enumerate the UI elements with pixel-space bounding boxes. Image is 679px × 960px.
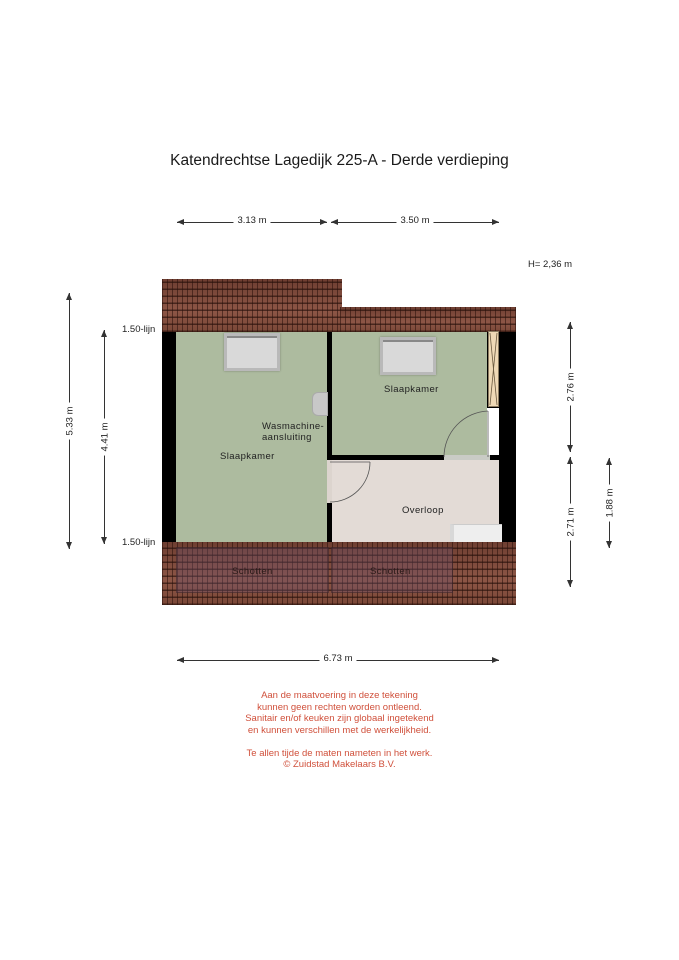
ceiling-height-note: H= 2,36 m bbox=[528, 259, 573, 270]
dimension-label: 6.73 m bbox=[319, 653, 356, 664]
dimension-right-inner bbox=[604, 458, 615, 548]
disclaimer-line: kunnen geen rechten worden ontleend. bbox=[257, 701, 422, 713]
label-storage-left: Schotten bbox=[232, 566, 273, 577]
roof-top-right bbox=[340, 307, 516, 332]
marker-150-line-top: 1.50-lijn bbox=[122, 324, 156, 335]
wall-middle bbox=[327, 332, 332, 542]
floorplan-title: Katendrechtse Lagedijk 225-A - Derde verdieping bbox=[170, 152, 509, 169]
dimension-right-upper bbox=[565, 322, 576, 452]
label-washer-line1: Wasmachine- bbox=[262, 421, 325, 432]
dimension-label: 2.76 m bbox=[565, 368, 576, 405]
label-storage-right: Schotten bbox=[370, 566, 411, 577]
washer-connection-icon bbox=[312, 392, 328, 416]
stair-railing bbox=[450, 524, 502, 543]
dimension-label: 2.71 m bbox=[565, 503, 576, 540]
floorplan bbox=[162, 279, 516, 605]
roof-window-left bbox=[224, 333, 280, 371]
disclaimer-copyright: © Zuidstad Makelaars B.V. bbox=[283, 759, 396, 770]
dimension-right-lower bbox=[565, 457, 576, 587]
roof-window-right bbox=[380, 337, 436, 375]
dimension-label: 5.33 m bbox=[64, 402, 75, 439]
disclaimer-line: Sanitair en/of keuken zijn globaal ingetekend bbox=[245, 713, 434, 724]
disclaimer bbox=[0, 690, 679, 771]
roof-top-left bbox=[162, 279, 342, 332]
disclaimer-line: en kunnen verschillen met de werkelijkheid. bbox=[247, 724, 432, 736]
dimension-bottom-total bbox=[177, 653, 499, 664]
disclaimer-spacer bbox=[0, 736, 679, 748]
door-swing-right-bedroom-icon bbox=[442, 407, 492, 459]
disclaimer-line: Te allen tijde de maten nameten in het werk. bbox=[246, 747, 433, 759]
wall-left bbox=[162, 332, 176, 542]
dimension-label: 3.50 m bbox=[396, 215, 433, 226]
label-washer-line2: aansluiting bbox=[262, 432, 312, 443]
label-left-bedroom: Slaapkamer bbox=[220, 451, 275, 462]
dimension-top-right bbox=[331, 215, 499, 226]
dimension-left-total bbox=[64, 293, 75, 549]
door-swing-landing-icon bbox=[328, 460, 374, 506]
marker-150-line-bottom: 1.50-lijn bbox=[122, 537, 156, 548]
closet-door bbox=[488, 331, 499, 407]
disclaimer-line: Aan de maatvoering in deze tekening bbox=[261, 690, 418, 701]
dimension-label: 3.13 m bbox=[233, 215, 270, 226]
label-washer-connection bbox=[262, 421, 324, 443]
dimension-label: 1.88 m bbox=[604, 484, 615, 521]
label-landing: Overloop bbox=[402, 505, 444, 516]
dimension-left-inner bbox=[99, 330, 110, 544]
label-right-bedroom: Slaapkamer bbox=[384, 384, 439, 395]
dimension-top-left bbox=[177, 215, 327, 226]
dimension-label: 4.41 m bbox=[99, 418, 110, 455]
wall-right bbox=[499, 332, 516, 542]
